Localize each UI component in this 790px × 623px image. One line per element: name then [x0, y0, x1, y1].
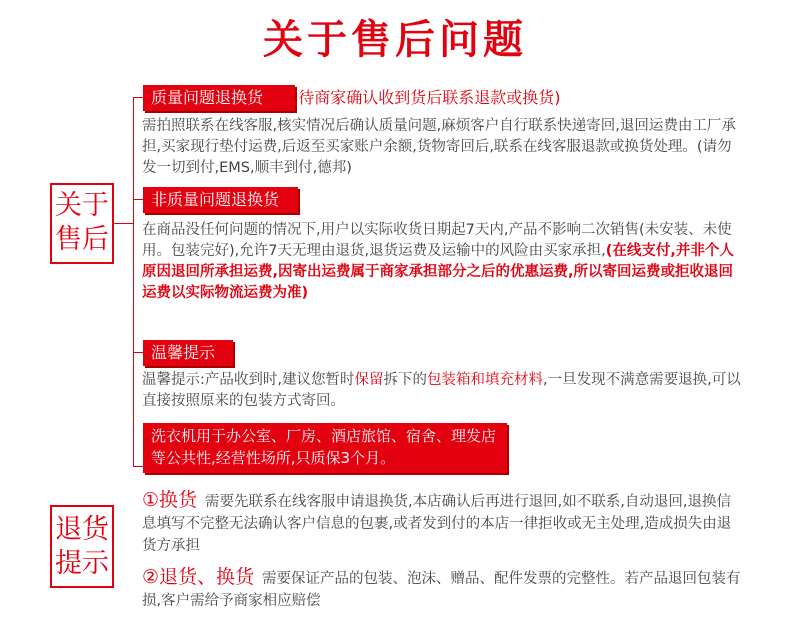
- nonquality-return-text: [142, 220, 742, 304]
- return-label-box: [50, 505, 114, 588]
- return-label-line1: 退货: [55, 514, 109, 545]
- nonquality-text-plain: 在商品没任何问题的情况下,用户以实际收货日期起7天内,产品不影响二次销售(未安装、未使用。包装完好),允许7天无理由退货,退货运费及运输中的风险由买家承担,: [142, 222, 732, 259]
- nonquality-text-highlight: (在线支付,并非个人原因退回所承担运费,因寄出运费属于商家承担部分之后的优惠运费,所以寄回运费或拒收退回运费以实际物流运费为准): [142, 243, 734, 301]
- return-item-return-head: ②退货、换货: [142, 566, 255, 588]
- return-item-return-text: 需要保证产品的包装、泡沫、赠品、配件发票的完整性。若产品退回包装有损,客户需给予商家相应赔偿: [142, 571, 741, 609]
- return-item-exchange-text: 需要先联系在线客服申请退换货,本店确认后再进行退回,如不联系,自动退回,退换信息填写不完整无法确认客户信息的包裹,或者发到付的本店一律拒收或无主处理,造成损失由退货方承担: [142, 494, 732, 554]
- aftersale-label-line2: 售后: [55, 224, 109, 255]
- bracket-line: [133, 97, 134, 467]
- return-item-exchange-head: ①换货: [142, 489, 198, 511]
- washer-warranty-notice: 洗衣机用于办公室、厂房、酒店旅馆、宿舍、理发店等公共性,经营性场所,只质保3个月。: [143, 423, 507, 473]
- quality-return-note: (待商家确认收到货后联系退款或换货): [292, 88, 561, 107]
- warm-tip-tag: 温馨提示: [143, 340, 233, 366]
- quality-return-tag: 质量问题退换货: [143, 85, 295, 111]
- nonquality-return-tag: 非质量问题退换货: [143, 187, 298, 213]
- quality-return-text: 需拍照联系在线客服,核实情况后确认质量问题,麻烦客户自行联系快递寄回,退回运费由工厂承担,买家现行垫付运费,后返至买家账户余额,货物寄回后,联系在线客服退款或换货处理。(请勿发一切到付,EMS,顺丰到付,德邦): [142, 118, 736, 176]
- tip-text-packaging: 包装箱和填充材料: [427, 372, 543, 388]
- return-label-line2: 提示: [55, 548, 109, 579]
- page-title: 关于售后问题: [263, 17, 527, 63]
- return-item-return: [142, 566, 742, 612]
- warm-tip-text: [142, 370, 742, 412]
- tip-text-keep: 保留: [354, 372, 384, 388]
- aftersale-label-line1: 关于: [55, 190, 109, 221]
- tip-text-c: 拆下的: [383, 372, 427, 388]
- return-item-exchange: [142, 489, 742, 557]
- tip-text-e: ,一旦发现不满意需要退换,可以直接按照原来的包装方式寄回。: [142, 372, 741, 409]
- tip-text-a: 温馨提示:产品收到时,建议您暂时: [142, 372, 355, 388]
- aftersale-label-box: [50, 183, 114, 264]
- bracket-connector: [114, 223, 134, 224]
